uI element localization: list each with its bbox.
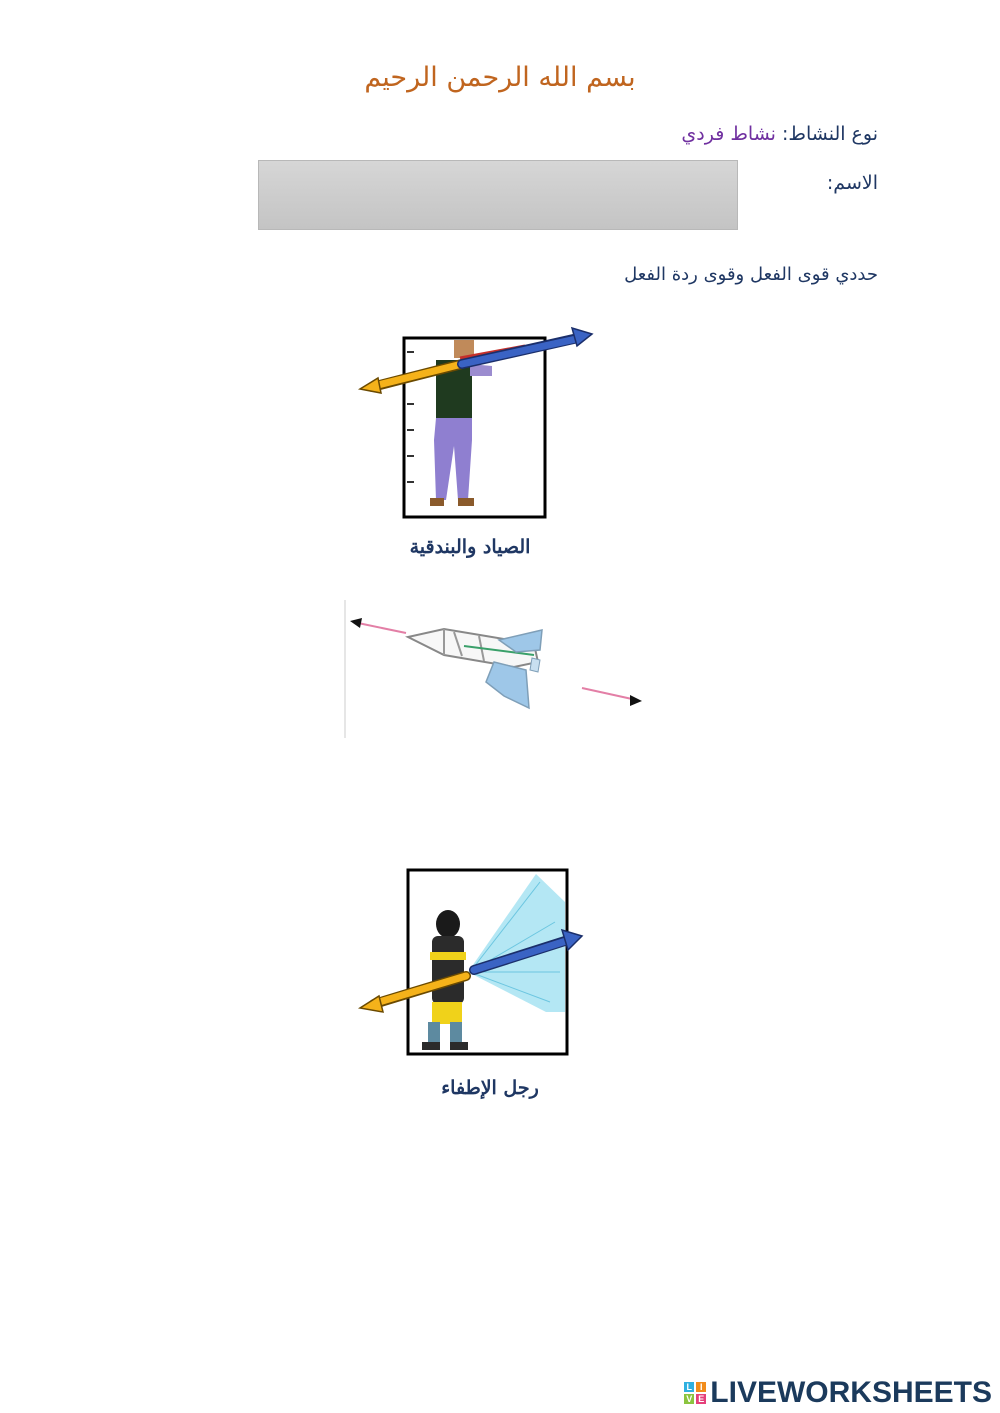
name-label: الاسم: xyxy=(826,172,878,194)
basmala-title: بسم الله الرحمن الرحيم xyxy=(364,62,636,93)
firefighter-figure xyxy=(350,862,595,1062)
figure-3-caption: رجل الإطفاء xyxy=(441,1077,539,1099)
activity-type-line xyxy=(681,123,878,145)
figure-1-caption: الصياد والبندقية xyxy=(409,536,531,558)
activity-type-label: نوع النشاط: xyxy=(782,123,878,145)
activity-type-value: نشاط فردي xyxy=(681,123,776,145)
name-input-field[interactable] xyxy=(258,160,738,230)
rocket-figure xyxy=(344,600,649,740)
hunter-rifle-figure xyxy=(350,320,600,525)
instruction-text: حددي قوى الفعل وقوى ردة الفعل xyxy=(624,264,878,285)
logo-icon: L I V E xyxy=(686,1382,705,1404)
liveworksheets-logo xyxy=(684,1376,992,1410)
logo-text: LIVEWORKSHEETS xyxy=(710,1376,992,1409)
